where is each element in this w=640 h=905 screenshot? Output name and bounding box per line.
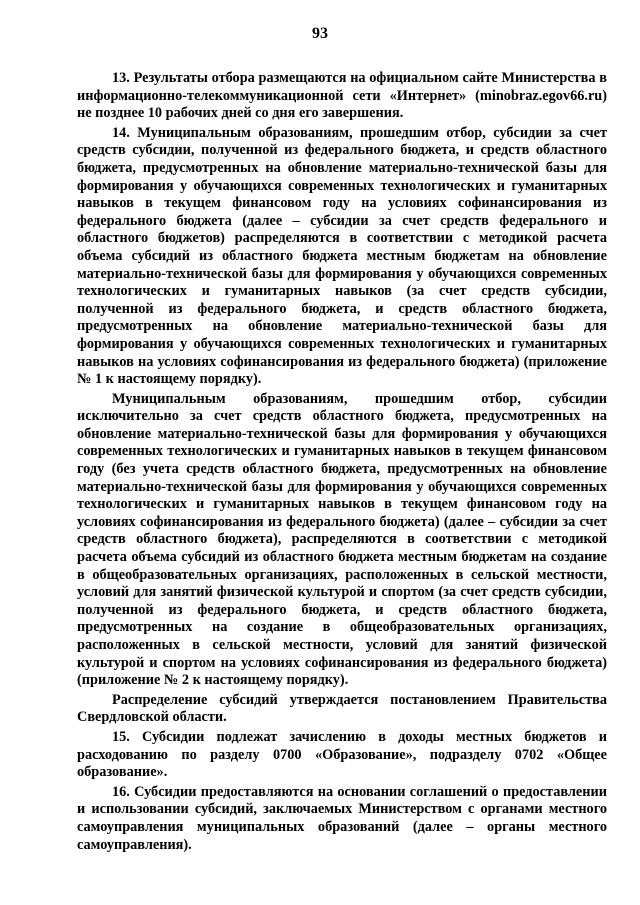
paragraph-14-continued: Муниципальным образованиям, прошедшим отбор, субсидии исключительно за счет средств областного бюджета, предусмотренных на обновление материально-технической базы для формирования у обучающихся современных технологических и гуманитарных навыков в текущем финансовом году (без учета средств областного бюджета, предусмотренных на обновление материально-технической базы для формирования у обучающихся современных технологических и гуманитарных навыков в текущем финансовом году на условиях софинансирования из федерального бюджета) (далее – субсидии за счет средств областного бюджета), распределяются в соответствии с методикой расчета объема субсидий из областного бюджета местным бюджетам на создание в общеобразовательных организациях, расположенных в сельской местности, условий для занятий физической культурой и спортом (за счет средств субсидии, полученной из федерального бюджета, и средств областного бюджета, предусмотренных на создание в общеобразовательных организациях, расположенных в сельской местности, условий для занятий физической культурой и спортом на условиях софинансирования из федерального бюджета) (приложение № 2 к настоящему порядку).: [77, 390, 607, 689]
document-body: [77, 70, 607, 856]
page-number: 93: [312, 25, 328, 42]
paragraph-15: 15. Субсидии подлежат зачислению в доходы местных бюджетов и расходованию по разделу 0700 «Образование», подразделу 0702 «Общее образование».: [77, 728, 607, 781]
paragraph-distribution: Распределение субсидий утверждается постановлением Правительства Свердловской области.: [77, 691, 607, 726]
paragraph-16: 16. Субсидии предоставляются на основании соглашений о предоставлении и использовании субсидий, заключаемых Министерством с органами местного самоуправления муниципальных образований (далее – органы местного самоуправления).: [77, 783, 607, 853]
paragraph-13: 13. Результаты отбора размещаются на официальном сайте Министерства в информационно-телекоммуникационной сети «Интернет» (minobraz.egov66.ru) не позднее 10 рабочих дней со дня его завершения.: [77, 70, 607, 122]
paragraph-14: 14. Муниципальным образованиям, прошедшим отбор, субсидии за счет средств субсидии, полученной из федерального бюджета, и средств областного бюджета, предусмотренных на обновление материально-технической базы для формирования у обучающихся современных технологических и гуманитарных навыков в текущем финансовом году на условиях софинансирования из федерального бюджета (далее – субсидии за счет средств федерального и областного бюджетов) распределяются в соответствии с методикой расчета объема субсидий из областного бюджета местным бюджетам на обновление материально-технической базы для формирования у обучающихся современных технологических и гуманитарных навыков (за счет средств субсидии, полученной из федерального бюджета, и средств областного бюджета, предусмотренных на обновление материально-технической базы для формирования у обучающихся современных технологических и гуманитарных навыков на условиях софинансирования из федерального бюджета) (приложение № 1 к настоящему порядку).: [77, 124, 607, 388]
